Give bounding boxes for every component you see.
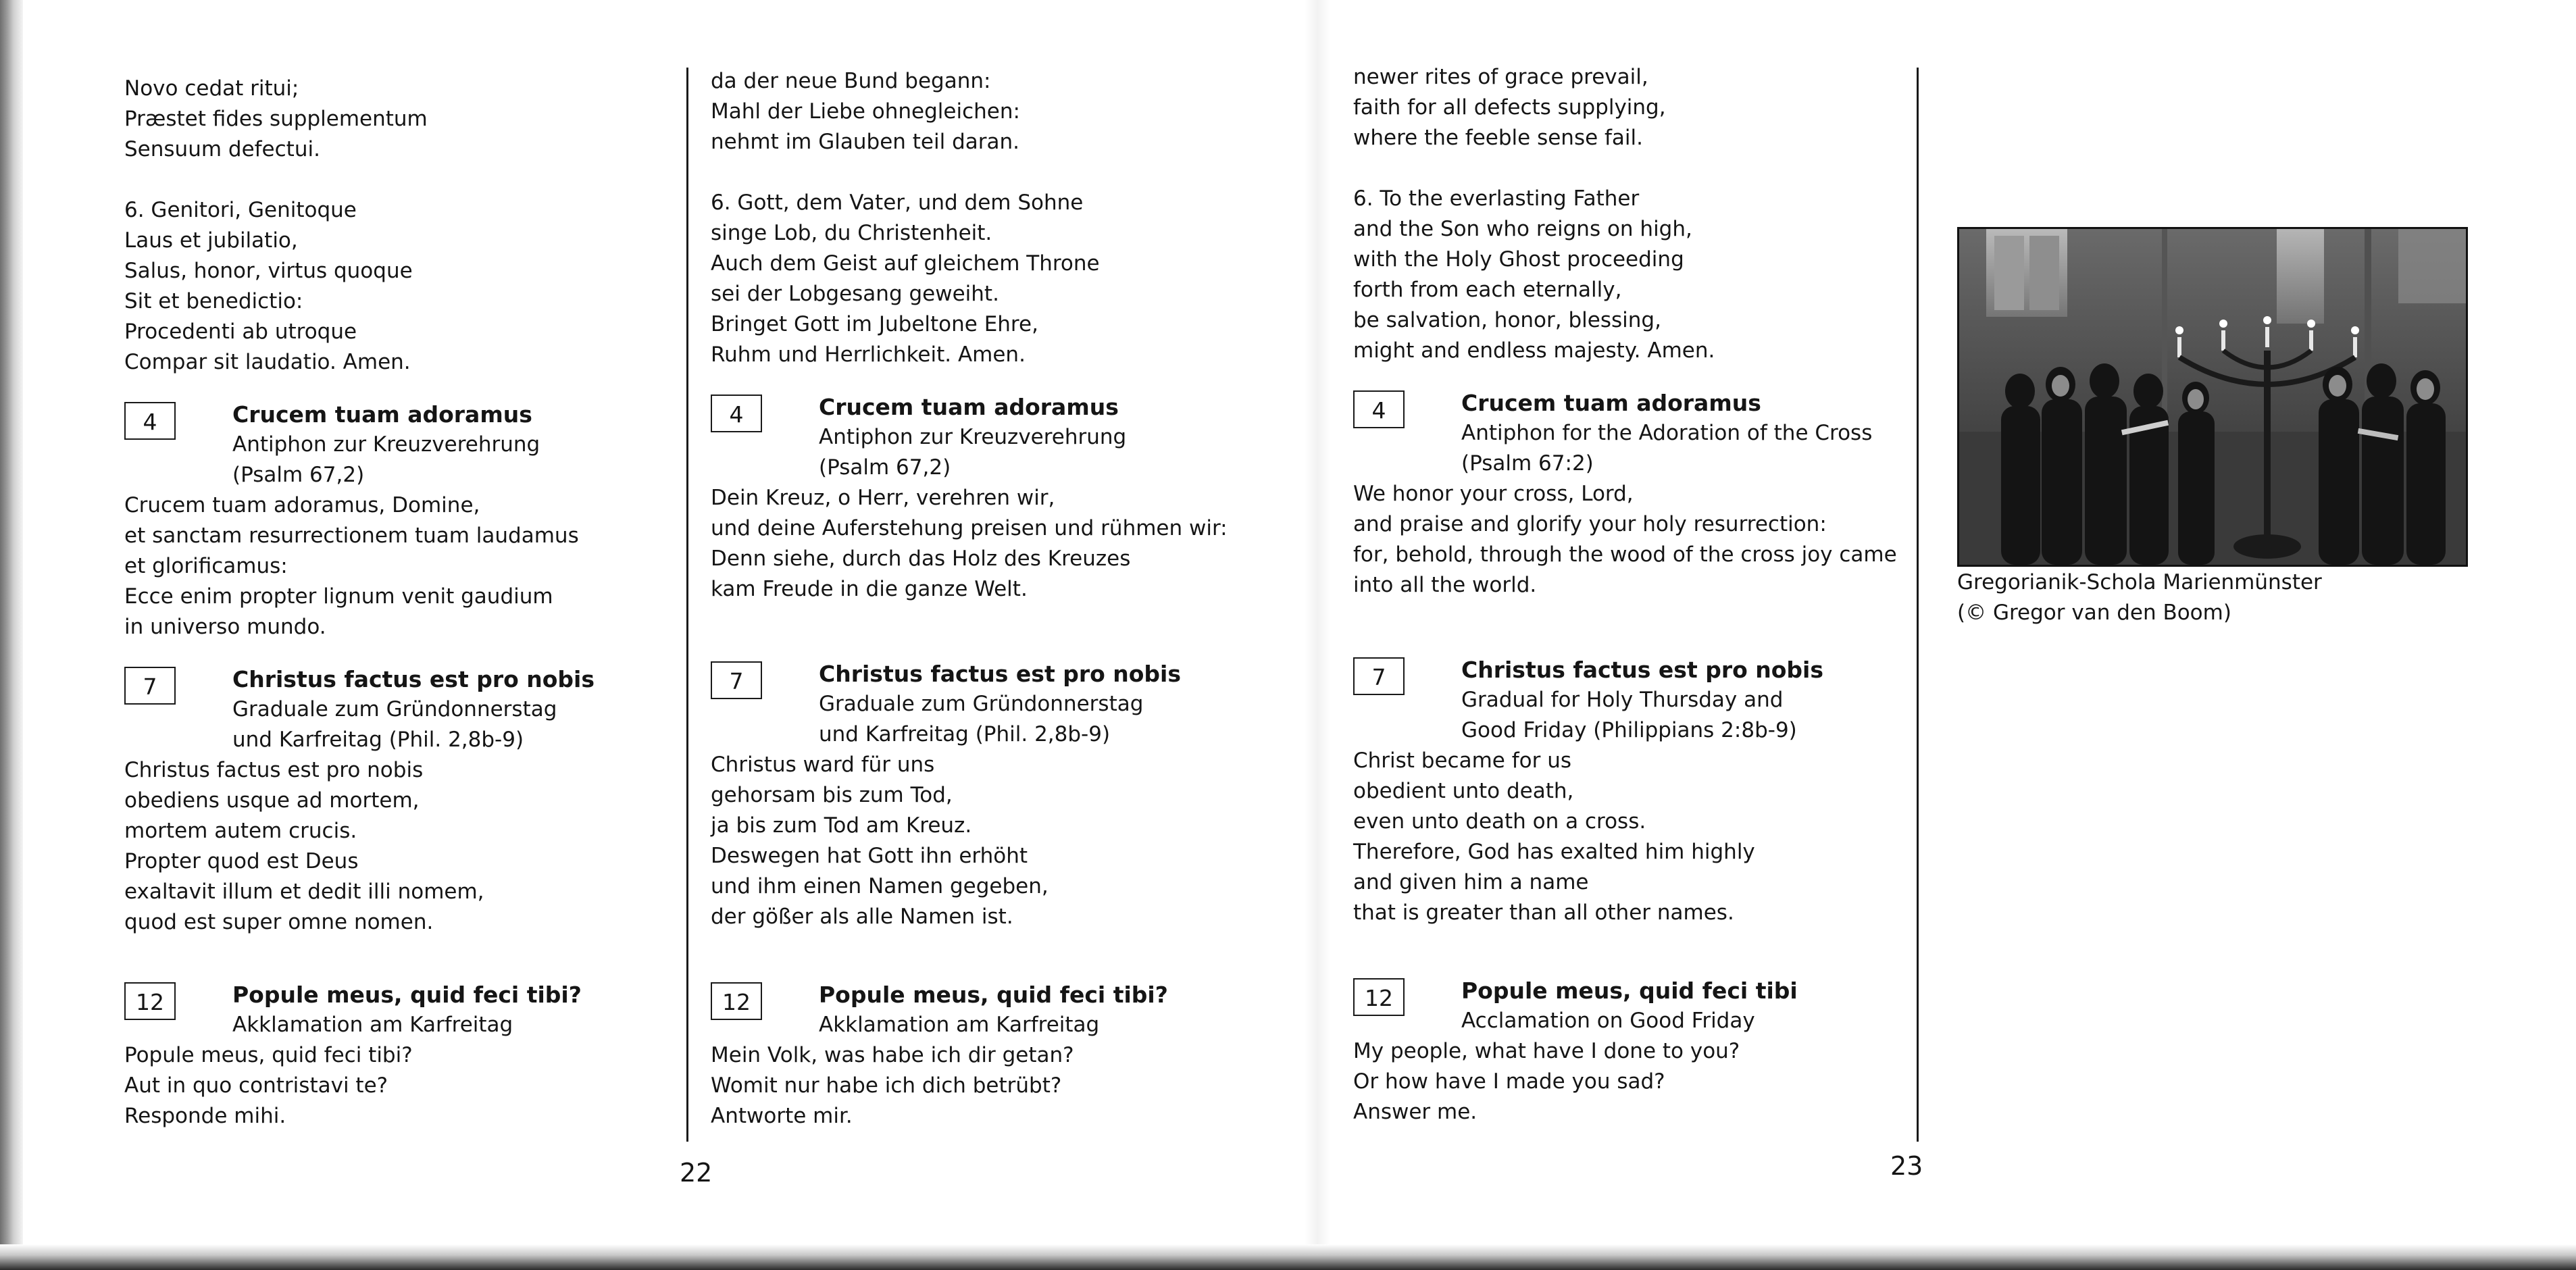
text-line: Procedenti ab utroque — [124, 320, 357, 344]
text-line: et glorificamus: — [124, 554, 288, 578]
text-line: Ruhm und Herrlichkeit. Amen. — [711, 342, 1026, 367]
latin-column — [124, 74, 665, 1132]
track-12-text — [711, 1040, 1265, 1132]
text-line: und deine Auferstehung preisen und rühmen wir: — [711, 516, 1228, 540]
text-line: Aut in quo contristavi te? — [124, 1073, 388, 1098]
track-4-heading — [124, 399, 665, 490]
track-subtitle: Graduale zum Gründonnerstag — [232, 697, 557, 721]
text-line: obedient unto death, — [1353, 779, 1574, 803]
track-12-text — [1353, 1036, 1894, 1127]
text-line: 6. Genitori, Genitoque — [124, 198, 357, 222]
track-title: Crucem tuam adoramus — [819, 394, 1119, 420]
latin-intro — [124, 74, 665, 165]
text-line: obediens usque ad mortem, — [124, 788, 420, 813]
text-line: Propter quod est Deus — [124, 849, 359, 873]
text-line: Antworte mir. — [711, 1104, 853, 1128]
track-4-heading — [711, 392, 1265, 483]
track-number-box: 12 — [711, 982, 762, 1020]
text-line: and praise and glorify your holy resurrection: — [1353, 512, 1827, 536]
text-line: Answer me. — [1353, 1100, 1478, 1124]
text-line: newer rites of grace prevail, — [1353, 65, 1648, 89]
track-7-heading — [124, 664, 665, 755]
text-line: exaltavit illum et dedit illi nomem, — [124, 880, 484, 904]
text-line: nehmt im Glauben teil daran. — [711, 130, 1019, 154]
text-line: 6. To the everlasting Father — [1353, 186, 1640, 211]
track-subtitle: und Karfreitag (Phil. 2,8b-9) — [819, 722, 1111, 746]
track-12-heading — [124, 980, 665, 1040]
track-title: Popule meus, quid feci tibi — [1461, 977, 1798, 1004]
text-line: und ihm einen Namen gegeben, — [711, 874, 1049, 898]
photo-caption — [1957, 567, 2322, 628]
text-line: faith for all defects supplying, — [1353, 95, 1666, 120]
text-line: even unto death on a cross. — [1353, 809, 1646, 834]
track-7-text — [124, 755, 665, 938]
text-line: kam Freude in die ganze Welt. — [711, 577, 1028, 601]
track-number-box: 12 — [1353, 978, 1405, 1016]
text-line: and the Son who reigns on high, — [1353, 217, 1692, 241]
track-4-text — [711, 483, 1265, 605]
track-4-text — [1353, 479, 1897, 601]
track-subtitle: Acclamation on Good Friday — [1461, 1009, 1755, 1033]
text-line: Bringet Gott im Jubeltone Ehre, — [711, 312, 1038, 336]
german-intro — [711, 66, 1265, 157]
text-line: where the feeble sense fail. — [1353, 126, 1644, 150]
track-subtitle: Akklamation am Karfreitag — [819, 1013, 1100, 1037]
track-7-text — [1353, 746, 1894, 928]
text-line: quod est super omne nomen. — [124, 910, 434, 934]
track-title: Crucem tuam adoramus — [232, 401, 532, 428]
track-subtitle: Antiphon zur Kreuzverehrung — [232, 432, 540, 457]
text-line: Deswegen hat Gott ihn erhöht — [711, 844, 1028, 868]
text-line: mortem autem crucis. — [124, 819, 357, 843]
text-line: Laus et jubilatio, — [124, 228, 298, 253]
track-subtitle: Good Friday (Philippians 2:8b-9) — [1461, 718, 1797, 742]
track-number-box: 4 — [711, 395, 762, 432]
text-line: be salvation, honor, blessing, — [1353, 308, 1661, 332]
page-edge-shadow — [0, 0, 23, 1270]
text-line: for, behold, through the wood of the cross joy came — [1353, 542, 1897, 567]
track-subtitle: (Psalm 67,2) — [819, 455, 951, 480]
text-line: might and endless majesty. Amen. — [1353, 338, 1715, 363]
page-number: 23 — [1890, 1151, 1923, 1181]
text-line: with the Holy Ghost proceeding — [1353, 247, 1684, 272]
caption-line: (© Gregor van den Boom) — [1957, 601, 2231, 625]
text-line: Therefore, God has exalted him highly — [1353, 840, 1755, 864]
text-line: Denn siehe, durch das Holz des Kreuzes — [711, 547, 1131, 571]
text-line: Christ became for us — [1353, 748, 1572, 773]
text-line: et sanctam resurrectionem tuam laudamus — [124, 524, 579, 548]
text-line: that is greater than all other names. — [1353, 900, 1734, 925]
track-title: Christus factus est pro nobis — [819, 661, 1182, 687]
track-number-box: 4 — [1353, 390, 1405, 428]
column-rule-left — [686, 68, 688, 1142]
text-line: in universo mundo. — [124, 615, 326, 639]
track-12-text — [124, 1040, 665, 1132]
english-column — [1353, 62, 1897, 1127]
text-line: Ecce enim propter lignum venit gaudium — [124, 584, 553, 609]
text-line: Christus ward für uns — [711, 753, 935, 777]
track-title: Christus factus est pro nobis — [1461, 657, 1824, 683]
text-line: Auch dem Geist auf gleichem Throne — [711, 251, 1100, 276]
text-line: Womit nur habe ich dich betrübt? — [711, 1073, 1062, 1098]
text-line: Popule meus, quid feci tibi? — [124, 1043, 413, 1067]
center-gutter — [1304, 0, 1331, 1270]
track-number-box: 7 — [124, 667, 176, 705]
track-12-heading — [1353, 975, 1894, 1036]
page-number: 22 — [680, 1158, 713, 1188]
track-number-box: 7 — [1353, 657, 1405, 695]
text-line: ja bis zum Tod am Kreuz. — [711, 813, 972, 838]
german-column — [711, 66, 1265, 1132]
track-subtitle: (Psalm 67,2) — [232, 463, 365, 487]
track-title: Popule meus, quid feci tibi? — [232, 982, 582, 1008]
track-title: Christus factus est pro nobis — [232, 666, 595, 692]
text-line: gehorsam bis zum Tod, — [711, 783, 953, 807]
track-title: Popule meus, quid feci tibi? — [819, 982, 1168, 1008]
english-verse-6 — [1353, 184, 1894, 366]
choir-photo-illustration — [1959, 229, 2466, 565]
track-subtitle: und Karfreitag (Phil. 2,8b-9) — [232, 728, 524, 752]
text-line: da der neue Bund begann: — [711, 69, 991, 93]
track-number-box: 4 — [124, 402, 176, 440]
track-subtitle: Antiphon for the Adoration of the Cross — [1461, 421, 1873, 445]
text-line: Dein Kreuz, o Herr, verehren wir, — [711, 486, 1055, 510]
text-line: into all the world. — [1353, 573, 1537, 597]
text-line: Novo cedat ritui; — [124, 76, 299, 101]
text-line: Compar sit laudatio. Amen. — [124, 350, 411, 374]
track-number-box: 12 — [124, 982, 176, 1020]
bottom-scan-edge — [0, 1244, 2576, 1270]
english-intro — [1353, 62, 1894, 153]
text-line: singe Lob, du Christenheit. — [711, 221, 992, 245]
track-subtitle: Gradual for Holy Thursday and — [1461, 688, 1784, 712]
text-line: and given him a name — [1353, 870, 1589, 894]
latin-verse-6 — [124, 195, 665, 378]
track-number-box: 7 — [711, 661, 762, 699]
text-line: We honor your cross, Lord, — [1353, 482, 1634, 506]
track-subtitle: (Psalm 67:2) — [1461, 451, 1594, 476]
text-line: Christus factus est pro nobis — [124, 758, 424, 782]
text-line: Mein Volk, was habe ich dir getan? — [711, 1043, 1074, 1067]
track-7-heading — [711, 659, 1265, 750]
track-subtitle: Graduale zum Gründonnerstag — [819, 692, 1144, 716]
track-7-text — [711, 750, 1265, 932]
text-line: Sit et benedictio: — [124, 289, 303, 313]
text-line: My people, what have I done to you? — [1353, 1039, 1740, 1063]
text-line: forth from each eternally, — [1353, 278, 1622, 302]
choir-photo — [1957, 227, 2468, 567]
text-line: Responde mihi. — [124, 1104, 286, 1128]
track-4-heading — [1353, 388, 1894, 479]
text-line: Sensuum defectui. — [124, 137, 320, 161]
text-line: sei der Lobgesang geweiht. — [711, 282, 999, 306]
track-title: Crucem tuam adoramus — [1461, 390, 1761, 416]
text-line: der gößer als alle Namen ist. — [711, 905, 1013, 929]
text-line: Crucem tuam adoramus, Domine, — [124, 493, 480, 517]
text-line: 6. Gott, dem Vater, und dem Sohne — [711, 190, 1084, 215]
track-subtitle: Antiphon zur Kreuzverehrung — [819, 425, 1127, 449]
track-12-heading — [711, 980, 1265, 1040]
text-line: Or how have I made you sad? — [1353, 1069, 1665, 1094]
track-7-heading — [1353, 655, 1894, 746]
text-line: Salus, honor, virtus quoque — [124, 259, 413, 283]
text-line: Præstet fides supplementum — [124, 107, 428, 131]
column-rule-right — [1917, 68, 1919, 1142]
caption-line: Gregorianik-Schola Marienmünster — [1957, 570, 2322, 594]
track-4-text — [124, 490, 665, 642]
text-line: Mahl der Liebe ohnegleichen: — [711, 99, 1020, 124]
track-subtitle: Akklamation am Karfreitag — [232, 1013, 513, 1037]
german-verse-6 — [711, 188, 1265, 370]
